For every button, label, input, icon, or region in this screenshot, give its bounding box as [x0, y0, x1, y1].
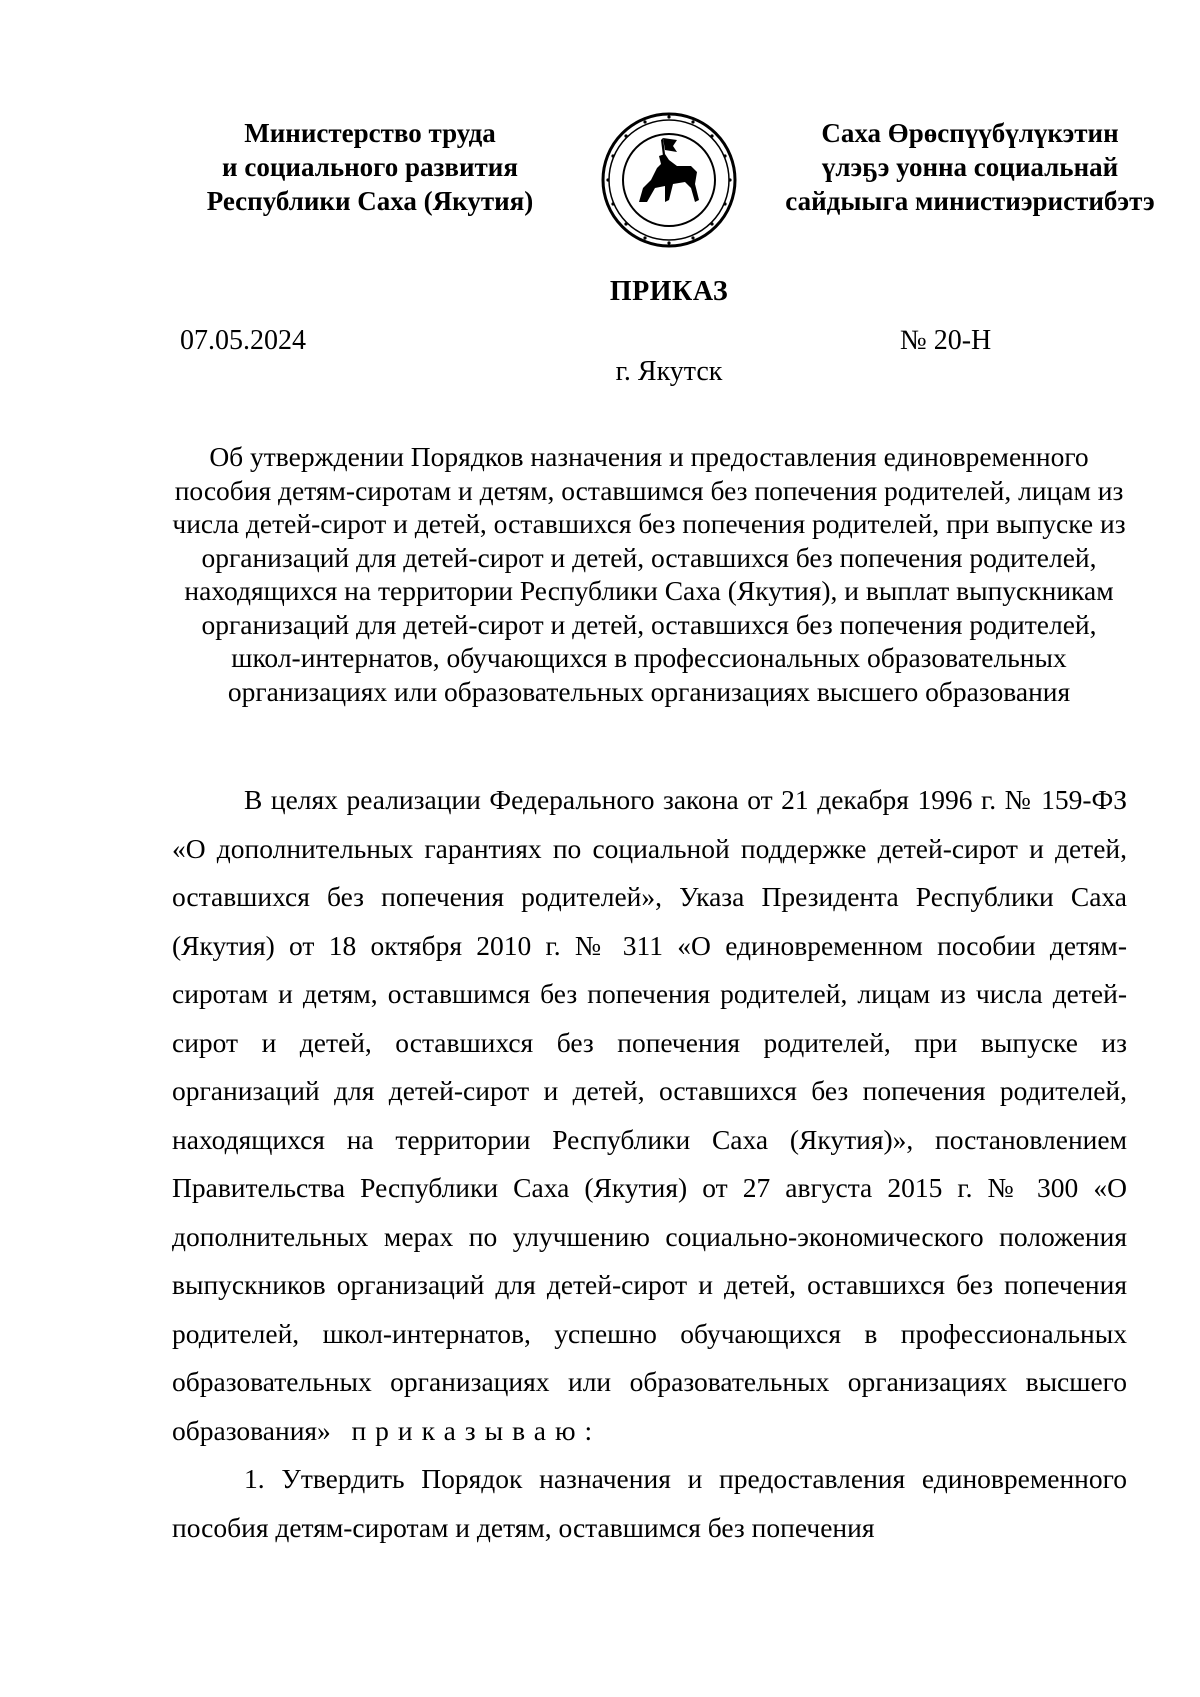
ministry-name-ru-line-2: и социального развития	[222, 152, 518, 182]
preamble-text: В целях реализации Федерального закона от 21 декабря 1996 г. № 159-ФЗ «О дополнительных гарантиях по социальной поддержке детей-сирот и детей, оставшихся без попечения родителей», Указа Президента Республики Саха (Якутия) от 18 октября 2010 г. № 311 «О единовременном пособии детям-сиротам и детям, оставшимся без попечения родителей, лицам из числа детей-сирот и детей, оставшихся без попечения родителей, при выпуске из организаций для детей-сирот и детей, оставшихся без попечения родителей, находящихся на территории Республики Саха (Якутия)», постановлением Правительства Республики Саха (Якутия) от 27 августа 2015 г. № 300 «О дополнительных мерах по улучшению социально-экономического положения выпускников организаций для детей-сирот и детей, оставшихся без попечения родителей, школ-интернатов, успешно обучающихся в профессиональных образовательных организациях или образовательных организациях высшего образования»	[172, 784, 1127, 1446]
preamble-paragraph	[172, 776, 1127, 1455]
order-date: 07.05.2024	[180, 325, 306, 356]
ministry-name-ru-line-1: Министерство труда	[244, 118, 496, 148]
order-city: г. Якутск	[615, 356, 723, 387]
sakha-coat-of-arms-emblem-icon	[599, 110, 739, 250]
item-1-paragraph: 1. Утвердить Порядок назначения и предоставления единовременного пособия детям-сиротам и детям, оставшимся без попечения	[172, 1463, 1127, 1543]
order-subject: Об утверждении Порядков назначения и предоставления единовременного пособия детям-сиротам и детям, оставшимся без попечения родителей, лицам из числа детей-сирот и детей, оставшихся без попечения родителей, при выпуске из организаций для детей-сирот и детей, оставшихся без попечения родителей, находящихся на территории Республики Саха (Якутия), и выплат выпускникам организаций для детей-сирот и детей, оставшихся без попечения родителей, школ-интернатов, обучающихся в профессиональных образовательных организациях или образовательных организациях высшего образования	[172, 441, 1126, 707]
order-number: № 20-Н	[900, 325, 992, 356]
ministry-name-russian	[170, 116, 570, 218]
ministry-name-sah-line-2: үлэҕэ уонна социальнай	[821, 152, 1119, 182]
ministry-name-sah-line-1: Саха Өрөспүүбүлүкэтин	[821, 118, 1119, 148]
ministry-name-sah-line-3: сайдыыга министиэристибэтэ	[785, 186, 1155, 216]
order-word: приказываю:	[351, 1414, 602, 1446]
ministry-name-ru-line-3: Республики Саха (Якутия)	[206, 186, 534, 216]
ministry-name-yakut	[770, 116, 1170, 218]
order-body	[172, 776, 1127, 1552]
order-title: ПРИКАЗ	[609, 276, 729, 307]
